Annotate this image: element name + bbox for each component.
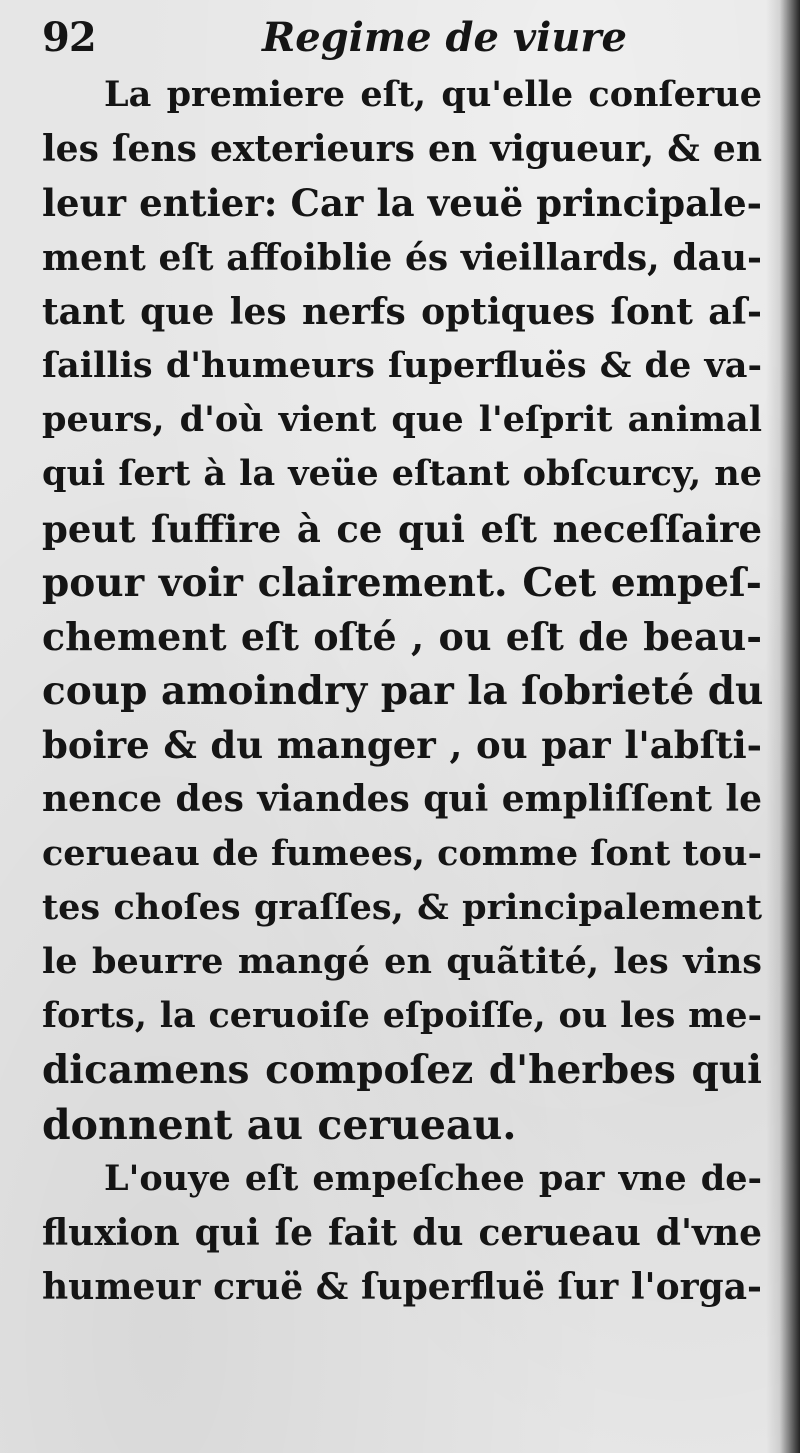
- text-line: peut ſuffire à ce qui eſt neceſſaire: [42, 506, 762, 551]
- text-line: chement eſt oſté , ou eſt de beau-: [42, 613, 762, 659]
- text-line: nence des viandes qui empliſſent le: [42, 778, 762, 821]
- text-line: les ſens exterieurs en vigueur, & en: [42, 128, 762, 171]
- text-line: cerueau de fumees, comme ſont tou-: [42, 832, 762, 874]
- text-line: La premiere eſt, qu'elle conſerue: [104, 74, 762, 115]
- text-line: humeur cruë & ſuperfluë ſur l'orga-: [42, 1266, 762, 1309]
- text-line: dicamens compoſez d'herbes qui: [42, 1047, 762, 1094]
- text-line: L'ouye eſt empeſchee par vne de-: [104, 1157, 762, 1199]
- text-line: qui ſert à la veüe eſtant obſcurcy, ne: [42, 453, 762, 495]
- body-text: [42, 68, 762, 1314]
- text-line: pour voir clairement. Cet empeſ-: [42, 559, 762, 606]
- text-line: le beurre mangé en quãtité, les vins: [42, 941, 762, 982]
- text-line: forts, la ceruoiſe eſpoiſſe, ou les me-: [42, 995, 762, 1037]
- text-line: ment eſt affoiblie és vieillards, dau-: [42, 236, 762, 279]
- text-line: peurs, d'où vient que l'eſprit animal: [42, 399, 762, 441]
- book-spine-shadow: [766, 0, 800, 1453]
- text-line: ſaillis d'humeurs ſuperfluës & de va-: [42, 344, 762, 386]
- page-number: 92: [42, 14, 96, 61]
- text-line: tes choſes graſſes, & principalement: [42, 886, 762, 928]
- text-line: tant que les nerfs optiques ſont aſ-: [42, 290, 762, 333]
- text-line: fluxion qui ſe fait du cerueau d'vne: [42, 1211, 762, 1254]
- text-line: coup amoindry par la ſobrieté du: [42, 668, 764, 715]
- text-line: leur entier: Car la veuë principale-: [42, 181, 762, 226]
- running-head: Regime de viure: [262, 14, 627, 61]
- page-header: [42, 14, 742, 74]
- text-line: donnent au cerueau.: [42, 1100, 517, 1149]
- text-line: boire & du manger , ou par l'abſti-: [42, 723, 762, 768]
